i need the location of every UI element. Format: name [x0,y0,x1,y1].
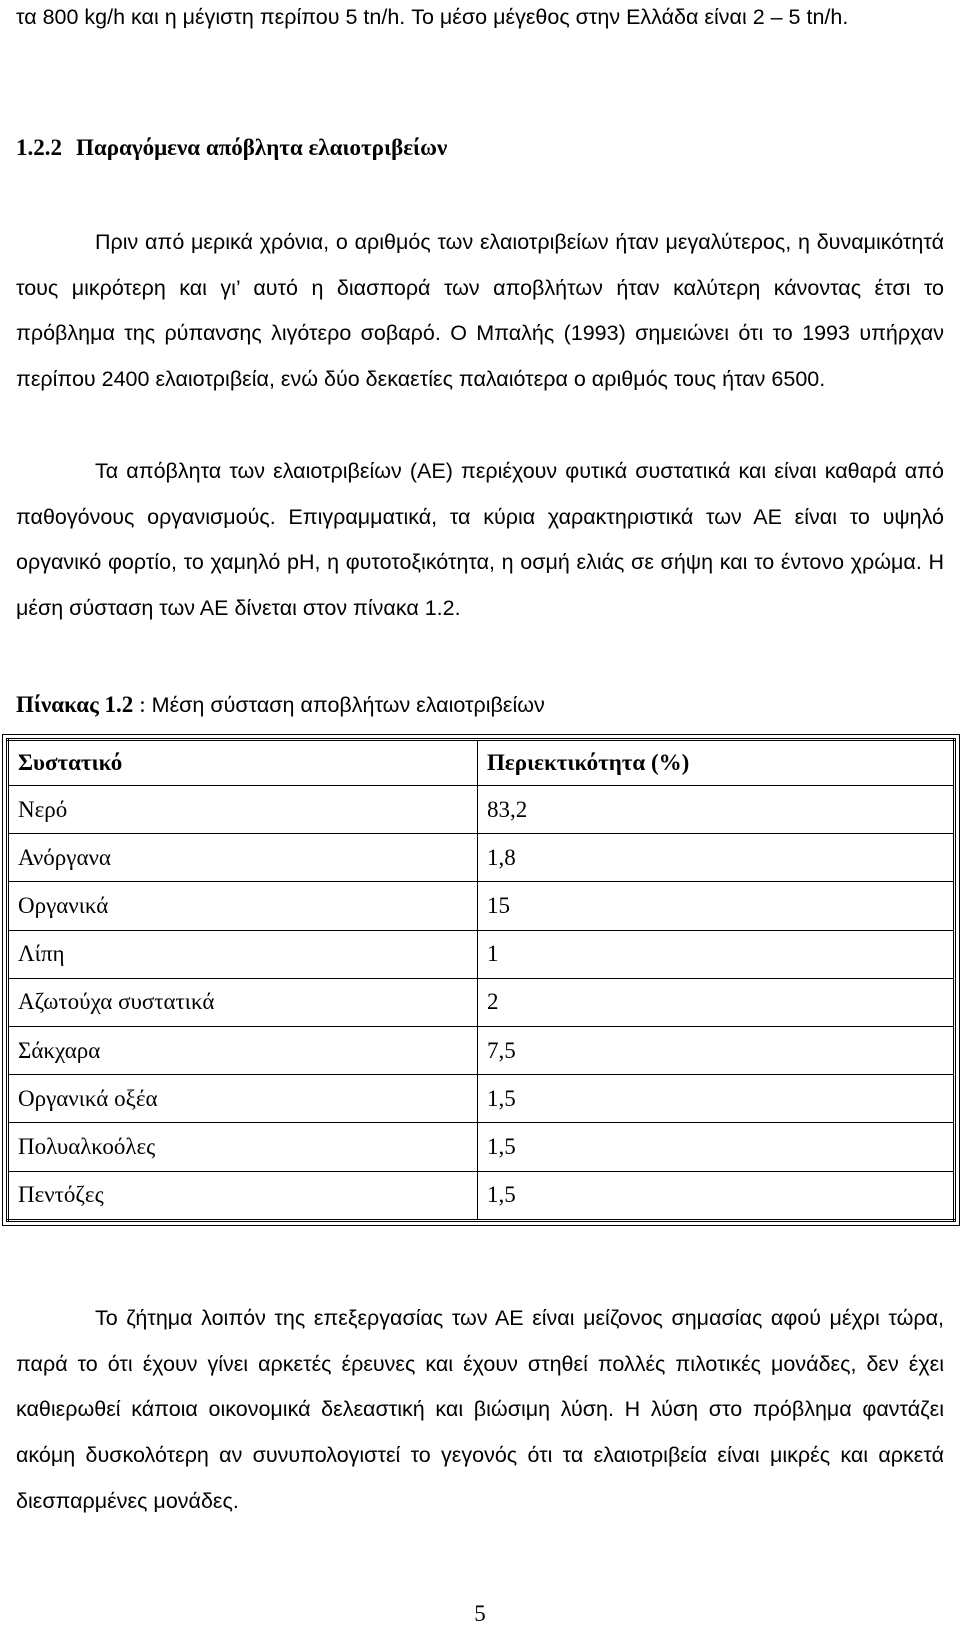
component-value: 83,2 [478,786,955,834]
table-row [8,834,955,882]
table-row [8,930,955,978]
table-row [8,1171,955,1220]
table-row [8,786,955,834]
component-name: Λίπη [8,930,478,978]
section-title: Παραγόμενα απόβλητα ελαιοτριβείων [76,135,448,160]
table-caption-label: Πίνακας 1.2 [16,692,134,717]
table-caption-separator: : [139,692,146,717]
table-caption [16,688,545,722]
component-name: Πεντόζες [8,1171,478,1220]
composition-table [6,738,956,1222]
table-row [8,1075,955,1123]
table-caption-text: Μέση σύσταση αποβλήτων ελαιοτριβείων [151,693,545,717]
page-number: 5 [474,1601,486,1626]
paragraph-conclusion: Το ζήτημα λοιπόν της επεξεργασίας των ΑΕ είναι μείζονος σημασίας αφού μέχρι τώρα, παρά το ότι έχουν γίνει αρκετές έρευνες και έχουν στηθεί πολλές πιλοτικές μονάδες, δεν έχει καθιερωθεί κάποια οικονομικά δελεαστική και βιώσιμη λύση. Η λύση στο πρόβλημα φαντάζει ακόμη δυσκολότερη αν συνυπολογιστεί το γεγονός ότι τα ελαιοτριβεία είναι μικρές και αρκετά διεσπαρμένες μονάδες. [16,1306,944,1513]
table-row [8,978,955,1026]
section-number: 1.2.2 [16,135,62,160]
component-name: Σάκχαρα [8,1027,478,1075]
component-value: 1,5 [478,1171,955,1220]
component-name: Ανόργανα [8,834,478,882]
component-value: 1,5 [478,1075,955,1123]
component-name: Οργανικά [8,882,478,930]
component-value: 1,8 [478,834,955,882]
table-row [8,882,955,930]
component-value: 2 [478,978,955,1026]
header-component: Συστατικό [8,740,478,786]
intro-paragraph: τα 800 kg/h και η μέγιστη περίπου 5 tn/h. Το μέσο μέγεθος στην Ελλάδα είναι 2 – 5 tn/h. [16,5,849,29]
table-row [8,1027,955,1075]
component-name: Οργανικά οξέα [8,1075,478,1123]
paragraph-composition: Τα απόβλητα των ελαιοτριβείων (ΑΕ) περιέχουν φυτικά συστατικά και είναι καθαρά από παθογόνους οργανισμούς. Επιγραμματικά, τα κύρια χαρακτηριστικά των ΑΕ είναι το υψηλό οργανικό φορτίο, το χαμηλό pH, η φυτοτοξικότητα, η οσμή ελιάς σε σήψη και το έντονο χρώμα. Η μέση σύσταση των ΑΕ δίνεται στον πίνακα 1.2. [16,459,944,621]
table-row [8,1123,955,1171]
component-value: 1 [478,930,955,978]
component-name: Αζωτούχα συστατικά [8,978,478,1026]
component-name: Πολυαλκοόλες [8,1123,478,1171]
component-value: 1,5 [478,1123,955,1171]
component-value: 15 [478,882,955,930]
component-name: Νερό [8,786,478,834]
section-heading [16,128,447,168]
paragraph-history: Πριν από μερικά χρόνια, ο αριθμός των ελαιοτριβείων ήταν μεγαλύτερος, η δυναμικότητά τους μικρότερη και γι’ αυτό η διασπορά των αποβλήτων ήταν καλύτερη κάνοντας έτσι το πρόβλημα της ρύπανσης λιγότερο σοβαρό. Ο Μπαλής (1993) σημειώνει ότι το 1993 υπήρχαν περίπου 2400 ελαιοτριβεία, ενώ δύο δεκαετίες παλαιότερα ο αριθμός τους ήταν 6500. [16,230,944,392]
header-content-percent: Περιεκτικότητα (%) [478,740,955,786]
table-header-row [8,740,955,786]
component-value: 7,5 [478,1027,955,1075]
